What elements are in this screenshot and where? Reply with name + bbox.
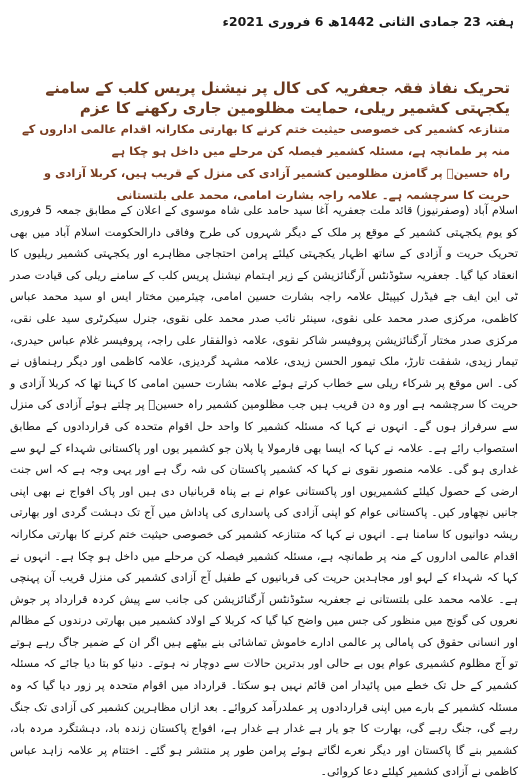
article-headline: تحریک نفاذ فقہ جعفریہ کی کال پر نیشنل پریس کلب کے سامنے یکجہتی کشمیر ریلی، حمایت مظلومین جاری رکھنے کا عزم xyxy=(45,79,510,117)
dateline xyxy=(222,14,514,29)
summary-line: راہ حسینؑ پر گامزن مظلومین کشمیر آزادی کی منزل کے قریب ہیں، کربلا آزادی و حریت کا سرچشمہ ہے۔ علامہ راجہ بشارت امامی، محمد علی بلتستانی xyxy=(43,166,510,202)
article-body-text: اسلام آباد (وصفرنیوز) قائد ملت جعفریہ آغا سید حامد علی شاہ موسوی کے اعلان کے مطابق جمعہ 5 فروری کو یوم یکجہتی کشمیر کے موقع پر ملک کے دیگر شہروں کی طرح وفاقی دارالحکومت اسلام آباد میں بھی تحریک حریت و آزادی کے ساتھ اظہار یکجہتی کیلئے پرامن احتجاجی مظاہرے اور یکجہتی کشمیر ریلیوں کا انعقاد کیا گیا۔ جعفریہ سٹوڈنٹس آرگنائزیشن کے زیر اہتمام نیشنل پریس کلب کے سامنے ریلی کی قیادت صدر ٹی این ایف جے فیڈرل کیپیٹل علامہ راجہ بشارت حسین امامی، چیئرمین مختار ایس او سید محمد عباس کاظمی، مرکزی صدر محمد علی نقوی، سینئر نائب صدر محمد علی نقوی، جنرل سیکرٹری سید علی نقی، مرکزی صدر مختار آرگنائزیشن پروفیسر شاکر نقوی، علامہ ذوالفقار علی راجہ، پروفیسر غلام عباس حیدری، تیمار زیدی، شفقت تارڑ، ملک تیمور الحسن زیدی، علامہ مشہد گردیزی، علامہ کاظمی اور دیگر رہنماؤں نے کی۔ اس موقع پر شرکاء ریلی سے خطاب کرتے ہوئے علامہ بشارت حسین امامی کا کہنا تھا کہ کربلا آزادی و حریت کا سرچشمہ ہے اور وہ دن قریب ہیں جب مظلومین کشمیر راہ حسینؑ پر چلتے ہوئے آزادی کی منزل سے سرفراز ہوں گے۔ انہوں نے کہا کہ مسئلہ کشمیر کا واحد حل اقوام متحدہ کی قراردادوں کے مطابق استصواب رائے ہے۔ علامہ نے کہا کہ ایسا بھی فارمولا یا پلان جو کشمیر یوں اور پاکستانی شہداء کے لہو سے غداری ہو گی۔ علامہ منصور نقوی نے کہا کہ کشمیر پاکستان کی شہ رگ ہے اور یہی وجہ ہے کہ اس جنت ارضی کے حصول کیلئے کشمیریوں اور پاکستانی عوام نے بے پناہ قربانیاں دی ہیں اور پاک افواج نے بھی اپنی جانیں نچھاور کیں۔ پاکستانی عوام کو اپنی آزادی کی پاسداری کی پاداش میں آج تک دہشت گردی اور بھارتی ریشہ دوانیوں کا سامنا ہے۔ انہوں نے کہا کہ متنازعہ کشمیر کی خصوصی حیثیت ختم کرنے کا بھارتی مکارانہ اقدام عالمی اداروں کے منہ پر طمانچہ ہے، مسئلہ کشمیر فیصلہ کن مرحلے میں داخل ہو چکا ہے۔ انہوں نے کہا کہ شہداء کے لہو اور مجاہدین حریت کی قربانیوں کے طفیل آج آزادی کشمیر کی منزل قریب آن پہنچی ہے۔ علامہ محمد علی بلتستانی نے جعفریہ سٹوڈنٹس آرگنائزیشن کی جانب سے پیش کردہ قرارداد پر جوش نعروں کی گونج میں منظور کی جس میں واضح کیا گیا کہ کربلا کے اولاد کشمیر میں بھارتی درندوں کے مظالم اور انسانی حقوق کی پامالی پر عالمی ادارے خاموش تماشائی بنے بیٹھے ہیں اگر ان کے ضمیر جاگ رہے ہوتے تو آج مظلوم کشمیری عوام یوں بے حالی اور بدترین حالات سے دوچار نہ ہوتے۔ دنیا کو بتا دیا جائے کہ مسئلہ کشمیر کے حل تک خطے میں پائیدار امن قائم نہیں ہو سکتا۔ قرارداد میں اقوام متحدہ پر زور دیا گیا کہ وہ مسئلہ کشمیر کے بارے میں اپنی قراردادوں پر عملدرآمد کروائے۔ بعد ازاں مظاہرین کشمیر کی آزادی تک جنگ رہے گی، جنگ رہے گی، بھارت کا جو یار ہے غدار ہے غدار ہے، افواج پاکستان زندہ باد، دہشتگرد مردہ باد، کشمیر بنے گا پاکستان اور دیگر نعرے لگاتے ہوئے پرامن طور پر منتشر ہو گئے۔ اختتام پر علامہ زاہد عباس کاظمی نے آزادی کشمیر کیلئے دعا کروائی۔ xyxy=(10,204,518,779)
article-body xyxy=(10,200,518,779)
dateline-text: ہفتہ 23 جمادی الثانی 1442ھ 6 فروری 2021ء xyxy=(222,14,514,29)
article-summary xyxy=(16,118,510,206)
summary-line: متنازعہ کشمیر کی خصوصی حیثیت ختم کرنے کا بھارتی مکارانہ اقدام عالمی اداروں کے منہ پر طمانچہ ہے، مسئلہ کشمیر فیصلہ کن مرحلے میں داخل ہو چکا ہے xyxy=(21,122,510,158)
